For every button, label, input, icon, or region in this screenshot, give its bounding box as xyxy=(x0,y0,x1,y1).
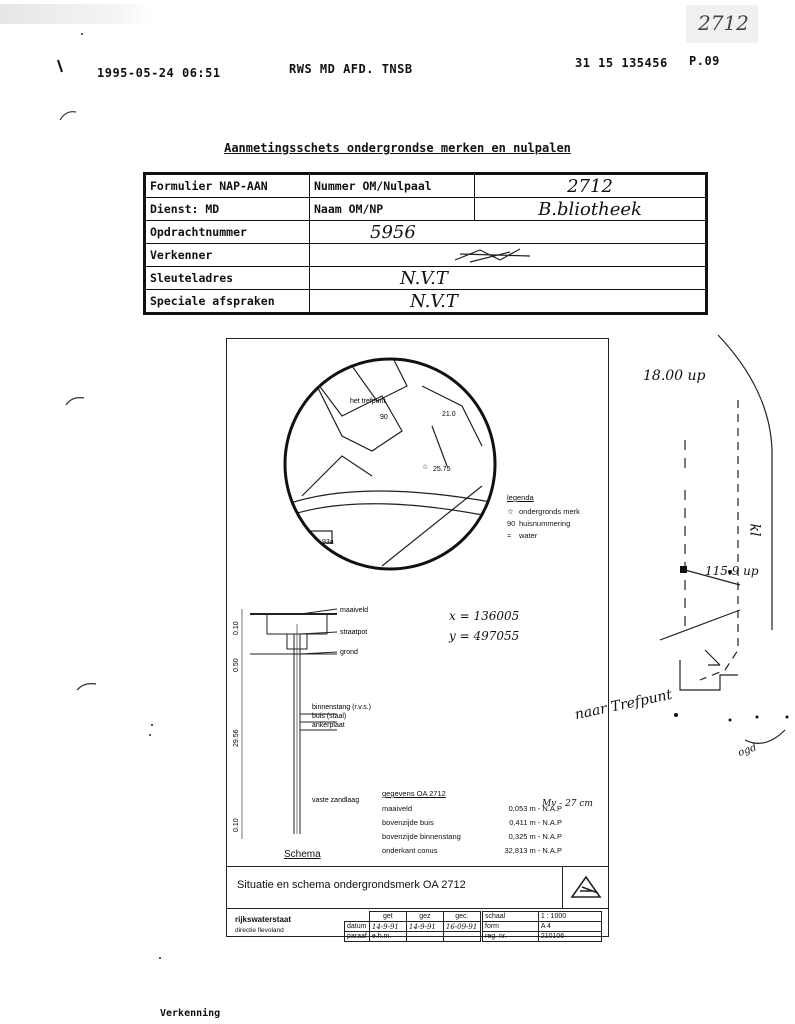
form-label: Sleuteladres xyxy=(145,267,310,290)
sketch-mid-label: 115.9 up xyxy=(705,564,759,578)
gegevens xyxy=(382,789,562,855)
info-table: schaal 1 : 1000 form A 4 reg. nr. 210106 xyxy=(482,911,602,942)
schema-dim: 29.56 xyxy=(233,729,240,747)
form-row xyxy=(145,221,707,244)
star-icon: ☆ xyxy=(507,507,514,516)
drawing-sheet xyxy=(226,338,609,940)
fax-datetime: 1995-05-24 06:51 xyxy=(97,66,221,80)
house-number-icon: 90 xyxy=(507,519,516,528)
sketch-bottom-label: naar Trefpunt xyxy=(573,686,674,724)
schema-dim: 0.10 xyxy=(233,818,240,832)
map-label-trefpunt: het trefpunt xyxy=(350,398,386,405)
coord-x: x = 136005 xyxy=(449,609,520,623)
legend-item: 90 huisnummering xyxy=(507,519,571,528)
gegevens-row: onderkant conus 32,813 m - N.A.P xyxy=(382,846,562,855)
form-row xyxy=(145,174,707,198)
note-mv: Mv - 27 cm xyxy=(542,799,593,809)
coord-y: y = 497055 xyxy=(449,629,520,643)
hand-sketch xyxy=(600,330,795,800)
form-value: 2712 xyxy=(475,174,707,198)
form-row xyxy=(145,244,707,267)
form-mid: Naam OM/NP xyxy=(310,198,475,221)
water-icon: ≈ xyxy=(507,531,512,540)
form-table xyxy=(143,172,708,315)
footer-verkenning: Verkenning xyxy=(160,1008,221,1019)
schema-label-grond: grond xyxy=(340,649,358,656)
map-dimension: 21.0 xyxy=(442,411,456,418)
form-value: N.V.T xyxy=(310,267,707,290)
fax-number: 31 15 135456 xyxy=(575,56,668,70)
form-label: Speciale afspraken xyxy=(145,290,310,314)
sketch-top-label: 18.00 up xyxy=(643,368,706,384)
form-label: Dienst: MD xyxy=(145,198,310,221)
map-label-93a: 93a xyxy=(322,539,334,546)
org-name: rijkswaterstaat xyxy=(235,915,292,924)
gegevens-row: maaiveld 0,053 m - N.A.P xyxy=(382,804,562,813)
legend-item: ≈ water xyxy=(507,531,538,540)
corner-number: 2712 xyxy=(698,11,749,35)
schema-dim: 0.10 xyxy=(233,621,240,635)
form-mid: Nummer OM/Nulpaal xyxy=(310,174,475,198)
title-block-divider xyxy=(227,866,608,867)
gegevens-title: gegevens OA 2712 xyxy=(382,789,446,798)
schema-label-straatpot: straatpot xyxy=(340,629,368,636)
sketch-side-label: kl xyxy=(746,523,763,537)
form-row xyxy=(145,198,707,221)
schema-label-binnenstang: binnenstang (r.v.s.) xyxy=(312,704,372,711)
form-label: Formulier NAP-AAN xyxy=(145,174,310,198)
fax-page: P.09 xyxy=(689,54,720,68)
org-directie: directie flevoland xyxy=(235,927,284,934)
map-label-90: 90 xyxy=(380,414,388,421)
form-value: B.bliotheek xyxy=(475,198,707,221)
revision-table: get gez gec. datum 14-9-91 14-9-91 16-09-91 paraaf e.h.m. xyxy=(344,911,481,942)
form-row xyxy=(145,290,707,314)
survey-mark-star-icon: ☆ xyxy=(422,464,429,471)
fax-sender: RWS MD AFD. TNSB xyxy=(289,62,413,76)
schema-caption: Schema xyxy=(284,849,321,860)
form-label: Opdrachtnummer xyxy=(145,221,310,244)
form-label: Verkenner xyxy=(145,244,310,267)
form-value: 5956 xyxy=(310,221,707,244)
schema-label-anchor: ankerplaat xyxy=(312,722,345,729)
situation-map xyxy=(282,356,498,572)
schema-label-maaiveld: maaiveld xyxy=(340,607,369,614)
schema-label-conus: vaste zandlaag xyxy=(312,797,360,804)
page-title: Aanmetingsschets ondergrondse merken en nulpalen xyxy=(224,141,571,155)
form-value-scribble xyxy=(310,244,707,267)
form-row xyxy=(145,267,707,290)
gegevens-row: bovenzijde binnenstang 0,325 m - N.A.P xyxy=(382,832,562,841)
sketch-corner-label: ogd xyxy=(736,742,759,759)
legend-item: ☆ ondergronds merk xyxy=(507,507,580,516)
title-block-bottom-divider xyxy=(227,908,608,909)
map-label-star: 25.75 xyxy=(433,466,451,473)
legend xyxy=(507,493,580,540)
schema-diagram xyxy=(232,604,382,844)
schema-dim: 0.50 xyxy=(233,658,240,672)
schema-label-buis: buis (staal) xyxy=(312,713,347,720)
form-value: N.V.T xyxy=(310,290,707,314)
sheet-title: Situatie en schema ondergrondsmerk OA 2712 xyxy=(237,879,466,891)
legend-title: legenda xyxy=(507,493,534,502)
rws-logo-icon xyxy=(570,873,602,901)
gegevens-row: bovenzijde buis 0,411 m - N.A.P xyxy=(382,818,562,827)
